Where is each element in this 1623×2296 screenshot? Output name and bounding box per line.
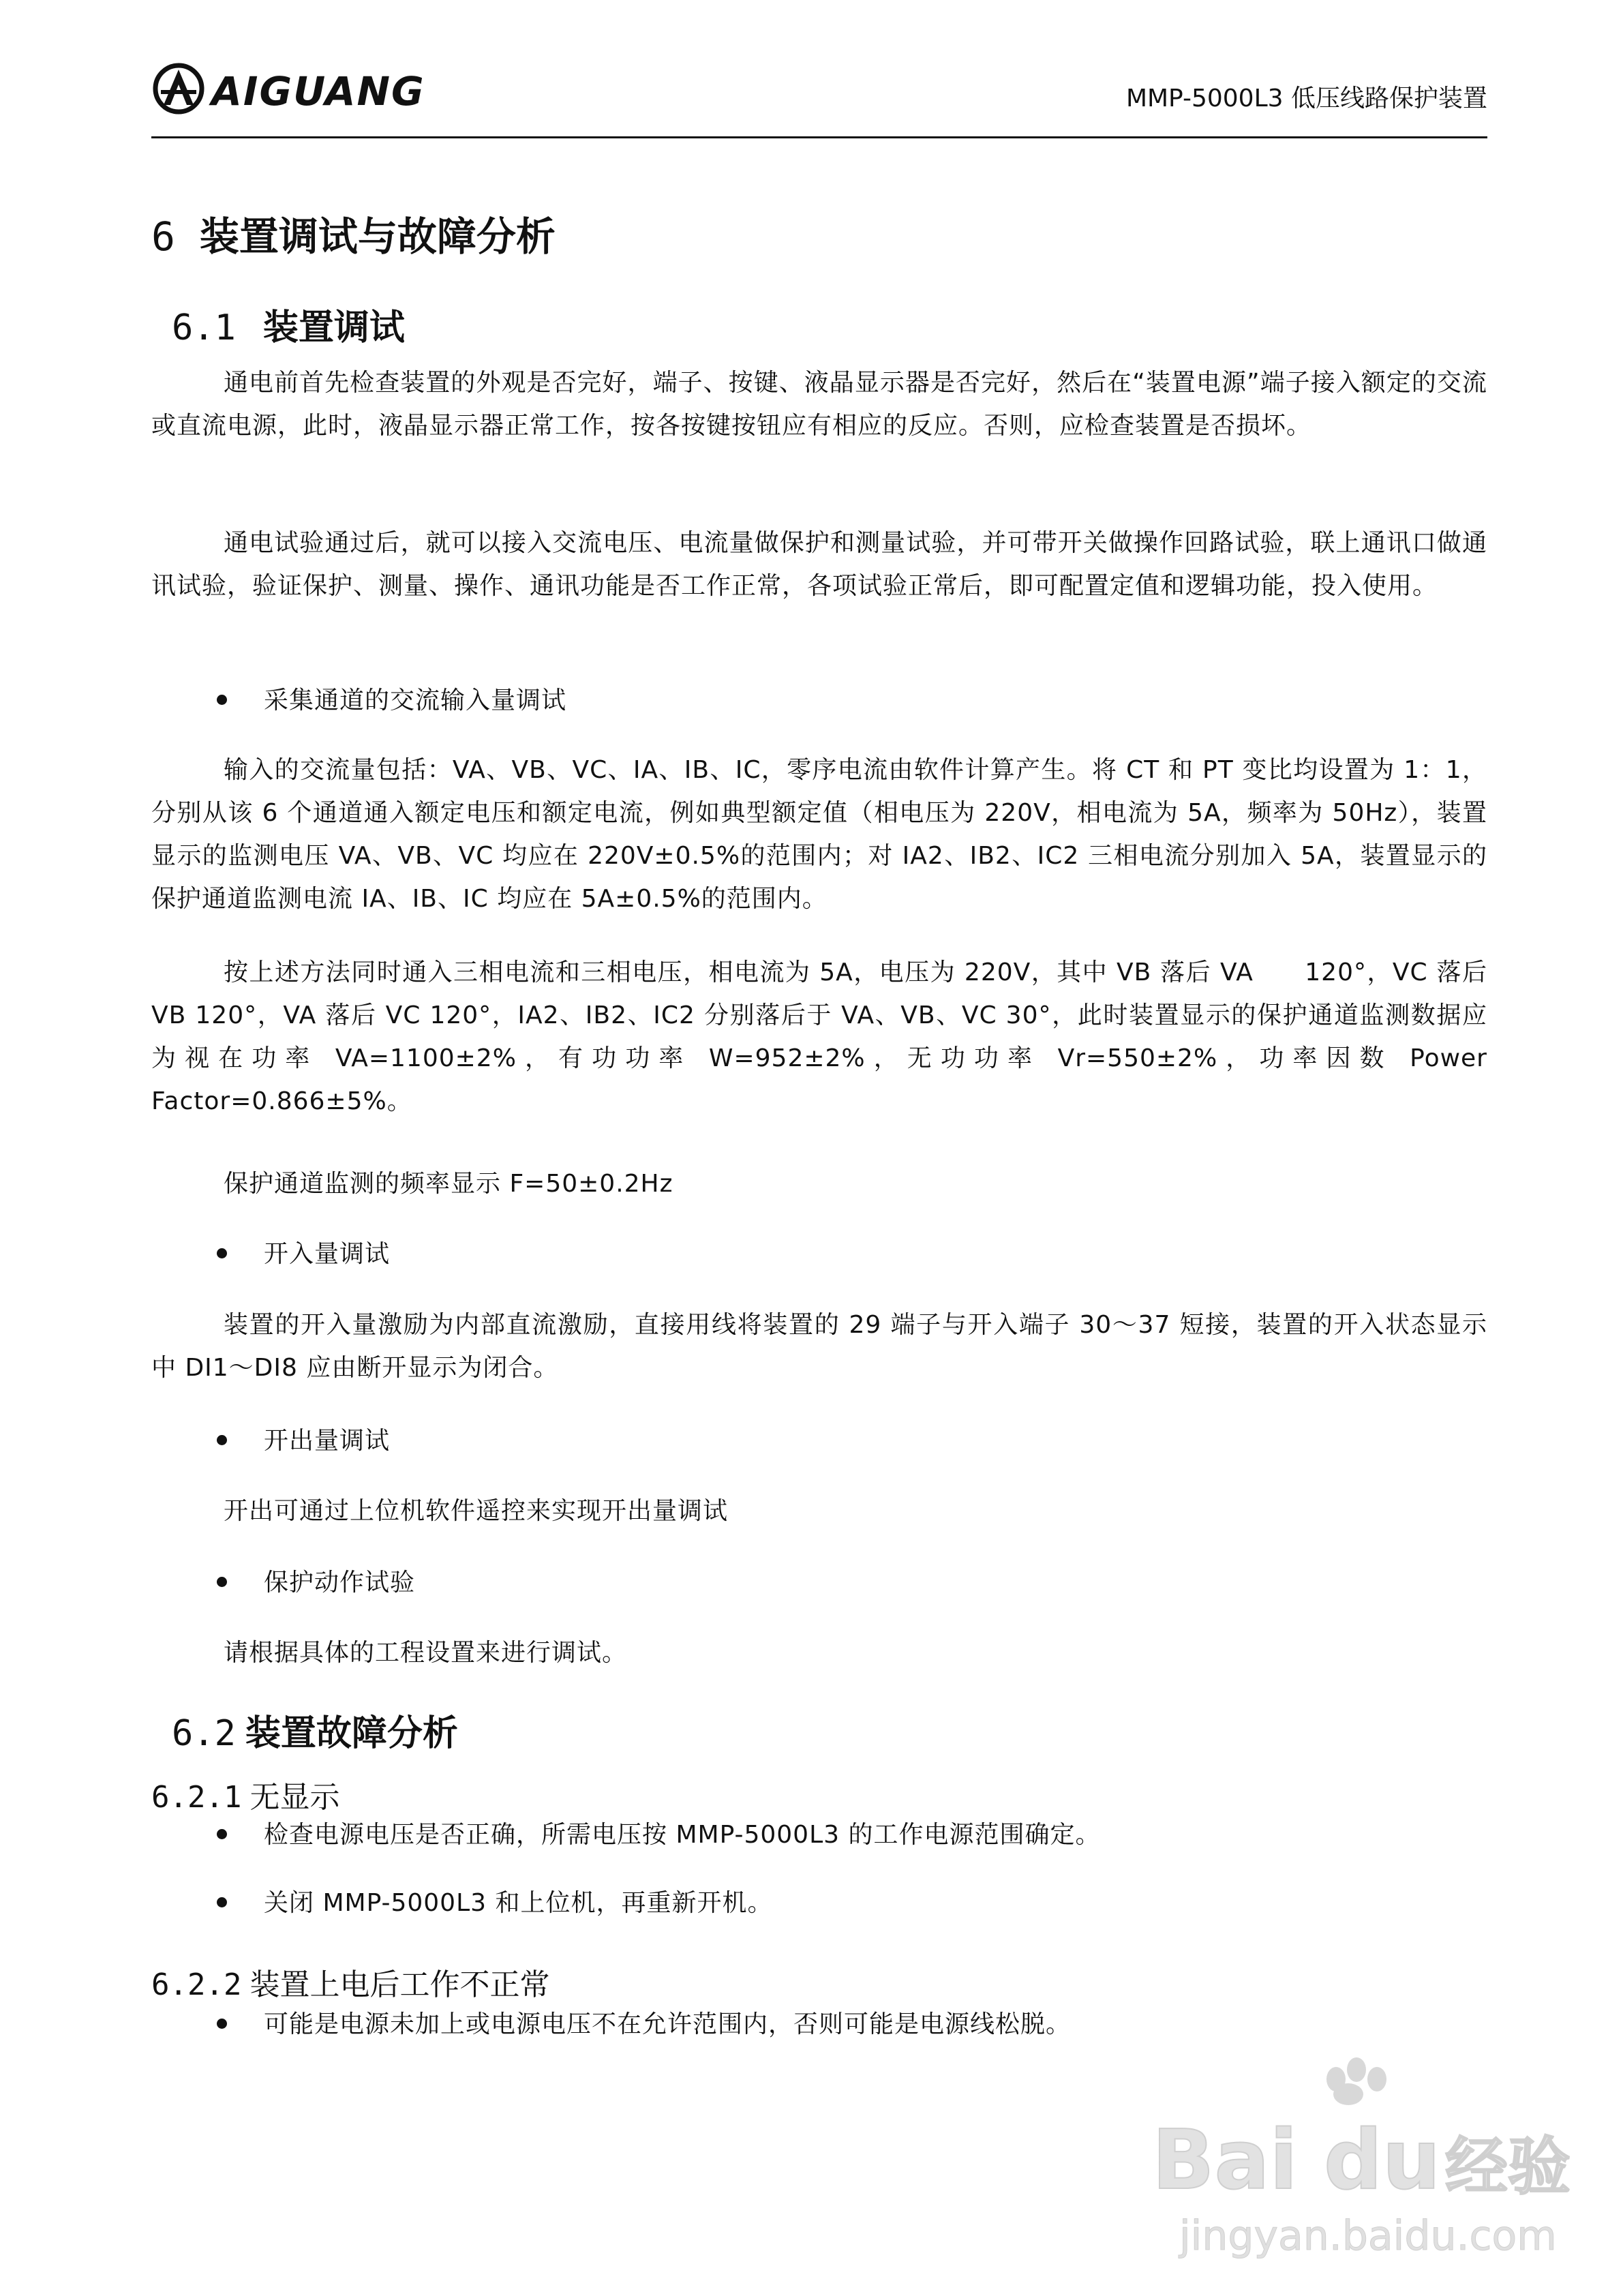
bullet-dot xyxy=(217,1829,227,1839)
paragraph: 输入的交流量包括：VA、VB、VC、IA、IB、IC，零序电流由软件计算产生。将 CT 和 PT 变比均设置为 1：1，分别从该 6 个通道通入额定电压和额定电流，例如典型额定值（相电压为 220V，相电流为 5A，频率为 50Hz），装置显示的监测电压 VA、VB、VC 均应在 220V±0.5%的范围内；对 IA2、IB2、IC2 三相电流分别加入 5A，装置显示的保护通道监测电流 IA、IB、IC 均应在 5A±0.5%的范围内。 xyxy=(151,756,1487,913)
baidu-jingyan-watermark xyxy=(1132,2052,1595,2270)
bullet-item xyxy=(217,1813,1101,1856)
paragraph: 按上述方法同时通入三相电流和三相电压，相电流为 5A，电压为 220V，其中 VB 落后 VA 120°，VC 落后 VB 120°，VA 落后 VC 120°，IA2、IB2、IC2 分别落后于 VA、VB、VC 30°，此时装置显示的保护通道监测数据应为视在功率 VA=1100±2%，有功功率 W=952±2%，无功功率 Vr=550±2%，功率因数 Power Factor=0.866±5%。 xyxy=(151,958,1487,1115)
bullet-dot xyxy=(217,1248,227,1258)
bullet-text: 采集通道的交流输入量调试 xyxy=(264,686,567,714)
svg-text:du: du xyxy=(1324,2113,1441,2208)
subsection-heading-6-2-2 xyxy=(151,1960,549,2004)
paragraph: 通电前首先检查装置的外观是否完好，端子、按键、液晶显示器是否完好，然后在“装置电源”端子接入额定的交流或直流电源，此时，液晶显示器正常工作，按各按键按钮应有相应的反应。否则，应检查装置是否损坏。 xyxy=(151,369,1487,440)
bullet-dot xyxy=(217,1577,227,1587)
bullet-item xyxy=(217,1561,415,1604)
section-number: 6.1 xyxy=(172,307,236,348)
svg-text:AIGUANG: AIGUANG xyxy=(211,68,425,115)
subsection-title: 装置上电后工作不正常 xyxy=(249,1967,550,2002)
section-title: 装置故障分析 xyxy=(245,1713,458,1754)
bullet-item xyxy=(217,1419,390,1462)
section-heading-6-1 xyxy=(172,299,405,350)
document-title: MMP-5000L3 低压线路保护装置 xyxy=(1125,85,1487,112)
subsection-title: 无显示 xyxy=(249,1780,340,1815)
subsection-heading-6-2-1 xyxy=(151,1772,339,1816)
bullet-dot xyxy=(217,1897,227,1907)
bullet-dot xyxy=(217,2019,227,2029)
section-title: 装置调试 xyxy=(262,307,405,348)
paragraph: 开出可通过上位机软件遥控来实现开出量调试 xyxy=(224,1497,729,1525)
bullet-dot xyxy=(217,695,227,705)
bullet-text: 可能是电源未加上或电源电压不在允许范围内，否则可能是电源线松脱。 xyxy=(264,2010,1072,2038)
bullet-item xyxy=(217,1882,773,1924)
bullet-dot xyxy=(217,1435,227,1445)
chapter-title: 装置调试与故障分析 xyxy=(199,213,556,260)
bullet-text: 关闭 MMP-5000L3 和上位机，再重新开机。 xyxy=(264,1889,773,1917)
bullet-text: 开入量调试 xyxy=(264,1240,391,1268)
bullet-text: 开出量调试 xyxy=(264,1427,391,1455)
section-heading-6-2 xyxy=(172,1704,458,1755)
aiguang-logo xyxy=(151,60,444,119)
svg-text:jingyan.baidu.com: jingyan.baidu.com xyxy=(1179,2212,1557,2260)
bullet-item xyxy=(217,1233,390,1275)
header-divider xyxy=(151,136,1487,138)
paragraph: 装置的开入量激励为内部直流激励，直接用线将装置的 29 端子与开入端子 30～37 短接，装置的开入状态显示中 DI1～DI8 应由断开显示为闭合。 xyxy=(151,1311,1487,1382)
bullet-item xyxy=(217,2003,1071,2046)
svg-text:Bai: Bai xyxy=(1152,2113,1298,2208)
subsection-number: 6.2.1 xyxy=(151,1780,242,1815)
bullet-text: 检查电源电压是否正确，所需电压按 MMP-5000L3 的工作电源范围确定。 xyxy=(264,1821,1101,1849)
bullet-text: 保护动作试验 xyxy=(264,1569,416,1597)
paragraph: 请根据具体的工程设置来进行调试。 xyxy=(224,1639,628,1667)
page-header xyxy=(151,55,1487,136)
svg-text:经验: 经验 xyxy=(1445,2130,1571,2203)
subsection-number: 6.2.2 xyxy=(151,1967,242,2002)
chapter-heading xyxy=(151,205,556,262)
paragraph: 通电试验通过后，就可以接入交流电压、电流量做保护和测量试验，并可带开关做操作回路试验，联上通讯口做通讯试验，验证保护、测量、操作、通讯功能是否工作正常，各项试验正常后，即可配置定值和逻辑功能，投入使用。 xyxy=(151,529,1487,600)
section-number: 6.2 xyxy=(172,1713,236,1754)
bullet-item xyxy=(217,679,566,722)
paragraph: 保护通道监测的频率显示 F=50±0.2Hz xyxy=(224,1170,673,1198)
chapter-number: 6 xyxy=(151,213,175,260)
